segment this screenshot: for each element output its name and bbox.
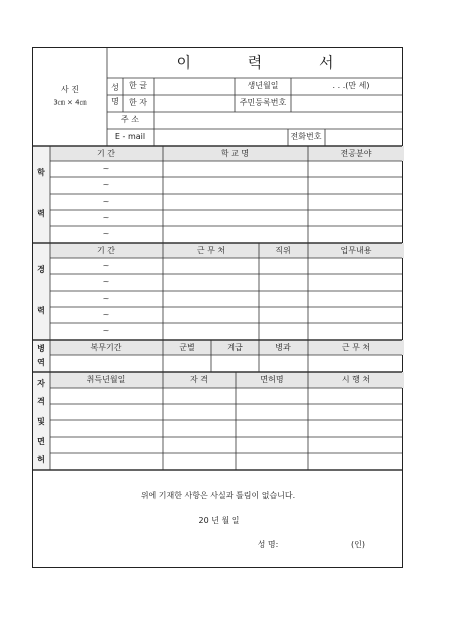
photo-size-label: 3㎝ × 4㎝ <box>53 98 87 107</box>
military-col-specialty: 병과 <box>275 343 291 352</box>
career-col-position: 직위 <box>275 246 291 255</box>
license-col-qualification: 자 격 <box>190 375 208 384</box>
military-col-unit: 근 무 처 <box>341 343 371 352</box>
career-col-duties: 업무내용 <box>340 246 372 255</box>
education-col-school: 학 교 명 <box>220 149 250 158</box>
resume-form <box>32 47 403 568</box>
form-grid <box>33 48 402 567</box>
military-col-rank: 계급 <box>227 343 243 352</box>
education-side-label-2: 력 <box>37 209 45 218</box>
phone-label: 전화번호 <box>290 132 322 141</box>
career-row-4-period: ~ <box>102 310 110 319</box>
education-side-label-1: 학 <box>37 168 45 177</box>
license-col-date: 취득년월일 <box>86 375 126 384</box>
email-label: E - mail <box>114 132 146 141</box>
resident-number-label: 주민등록번호 <box>239 98 287 107</box>
career-row-2-period: ~ <box>102 277 110 286</box>
photo-label: 사 진 <box>61 85 79 94</box>
hanja-name-label: 한 자 <box>129 98 147 107</box>
career-side-label-2: 력 <box>37 306 45 315</box>
page-title: 이 력 서 <box>176 53 360 72</box>
education-row-2-period: ~ <box>102 180 110 189</box>
license-side-label-1: 자 <box>37 379 45 388</box>
career-row-5-period: ~ <box>102 326 110 335</box>
education-col-period: 기 간 <box>97 149 115 158</box>
career-row-3-period: ~ <box>102 294 110 303</box>
education-row-5-period: ~ <box>102 229 110 238</box>
military-col-branch: 군별 <box>179 343 195 352</box>
career-col-period: 기 간 <box>97 246 115 255</box>
education-row-4-period: ~ <box>102 213 110 222</box>
education-col-major: 전공분야 <box>340 149 372 158</box>
license-side-label-2: 격 <box>37 397 45 406</box>
career-row-1-period: ~ <box>102 261 110 270</box>
seal-mark: (인) <box>351 540 365 549</box>
career-side-bg <box>33 243 50 340</box>
name-label-b: 명 <box>111 97 119 106</box>
name-label-a: 성 <box>111 83 119 92</box>
license-side-label-3: 및 <box>37 417 45 426</box>
signature-label: 성 명: <box>257 540 279 549</box>
education-row-3-period: ~ <box>102 197 110 206</box>
license-side-label-4: 면 <box>37 437 45 446</box>
military-col-period: 복무기간 <box>90 343 122 352</box>
education-row-1-period: ~ <box>102 164 110 173</box>
license-col-license-name: 면허명 <box>260 375 284 384</box>
license-side-label-5: 허 <box>37 455 45 464</box>
birthdate-label: 생년월일 <box>247 81 279 90</box>
military-side-label-1: 병 <box>37 344 45 353</box>
address-label: 주 소 <box>121 115 139 124</box>
career-col-workplace: 근 무 처 <box>196 246 226 255</box>
education-side-bg <box>33 146 50 243</box>
hangul-name-label: 한 글 <box>129 81 147 90</box>
military-side-label-2: 역 <box>37 358 45 367</box>
declaration-text: 위에 기재한 사항은 사실과 틀림이 없습니다. <box>140 491 296 500</box>
date-line: 20 년 월 일 <box>198 516 240 525</box>
license-col-issuer: 시 행 처 <box>341 375 371 384</box>
birthdate-value: . . .(만 세) <box>332 81 370 90</box>
career-side-label-1: 경 <box>37 265 45 274</box>
